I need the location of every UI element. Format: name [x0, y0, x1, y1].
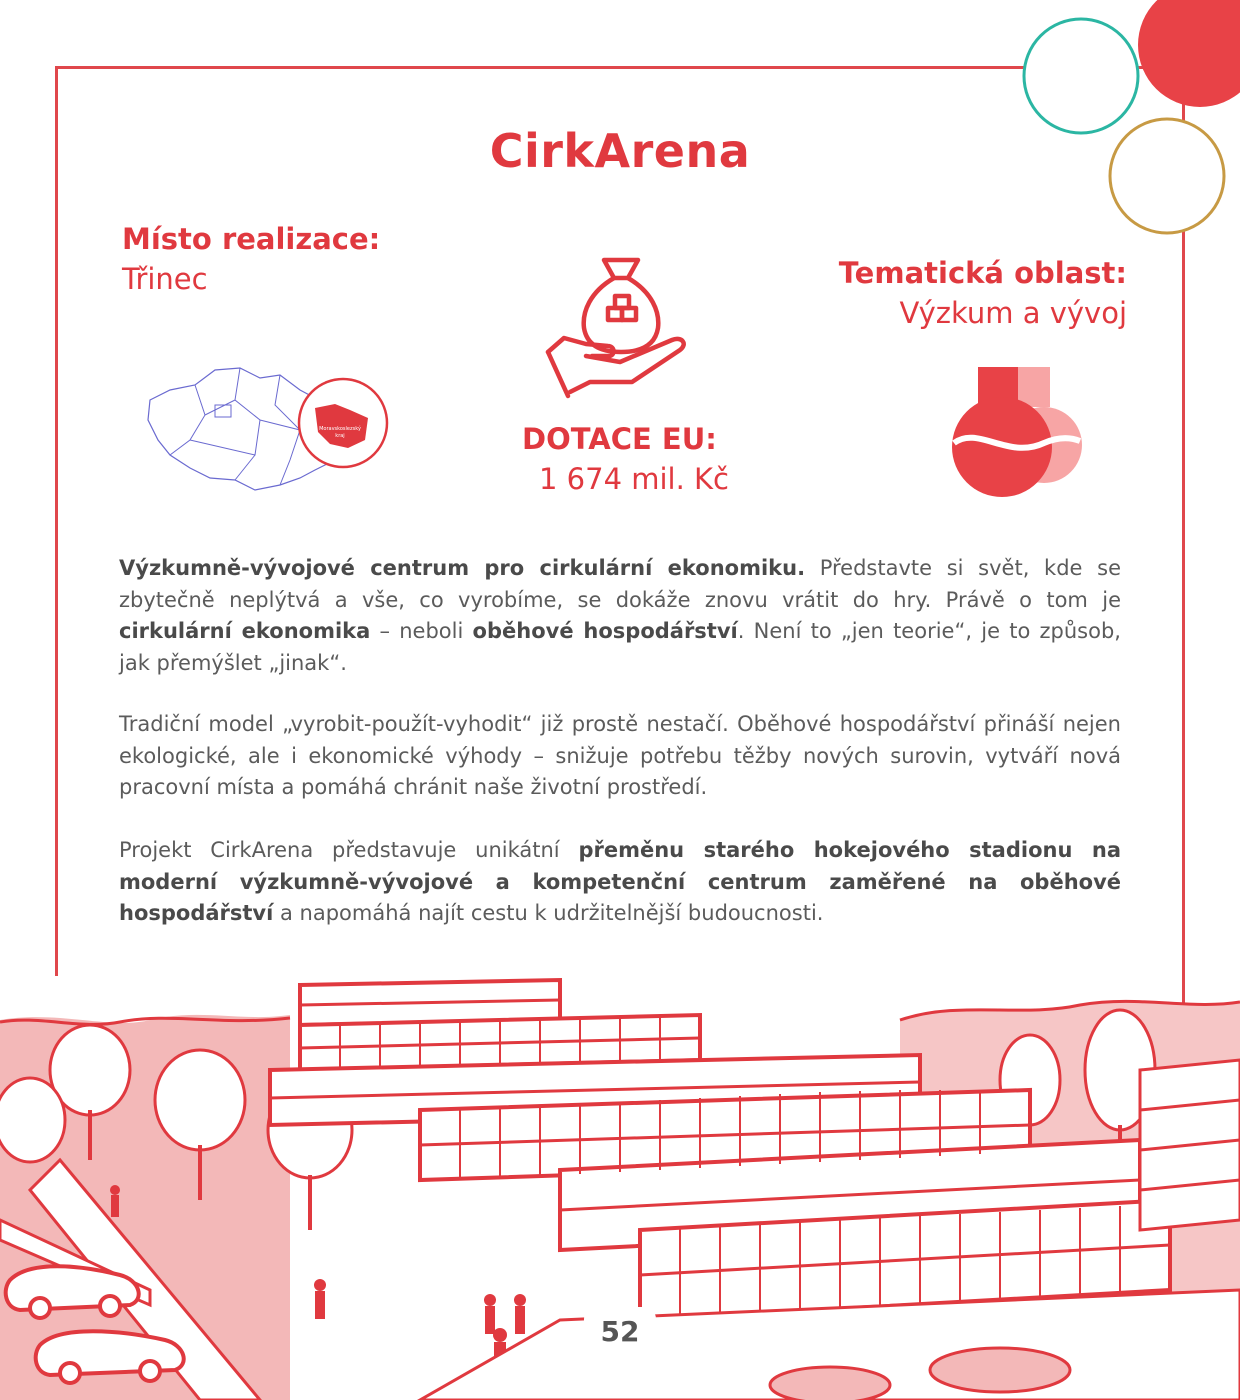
- frame-left-line: [55, 66, 58, 976]
- project-text-1: Projekt CirkArena představuje unikátní: [119, 838, 579, 862]
- czech-map-icon: [140, 360, 395, 500]
- intro-text-1: Představte si svět, kde se zbytečně neplýtvá a vše, co vyrobíme, se dokáže znovu vrátit do hry. Právě o tom je: [119, 556, 1121, 612]
- intro-text-3: . Není to „jen teorie“, je to způsob, jak přemýšlet „jinak“.: [119, 619, 1121, 675]
- paragraph-model: Tradiční model „vyrobit-použít-vyhodit“ již prostě nestačí. Oběhové hospodářství přináší nejen ekologické, ale i ekonomické výhody – snižuje potřebu těžby nových surovin, vytváří nová pracovní místa a pomáhá chránit naše životní prostředí.: [119, 712, 1121, 799]
- intro-term-2: oběhové hospodářství: [472, 619, 738, 643]
- funding-value: 1 674 mil. Kč: [539, 462, 730, 496]
- paragraph-intro: [119, 553, 1121, 679]
- topic-value: Výzkum a vývoj: [899, 296, 1127, 330]
- page-number: 52: [586, 1309, 654, 1355]
- decorative-circles: [1010, 0, 1240, 240]
- svg-text:kraj: kraj: [335, 433, 345, 439]
- project-text-2: a napomáhá najít cestu k udržitelnější budoucnosti.: [273, 901, 824, 925]
- intro-text-2: – neboli: [370, 619, 473, 643]
- topic-label: Tematická oblast:: [838, 256, 1127, 290]
- svg-text:Moravskoslezský: Moravskoslezský: [319, 426, 361, 432]
- project-highlight: přeměnu starého hokejového stadionu na moderní výzkumně-vývojové a kompetenční centrum zaměřené na oběhové hospodářství: [119, 838, 1121, 925]
- paragraph-project: [119, 835, 1121, 930]
- intro-heading: Výzkumně-vývojové centrum pro cirkulární ekonomiku.: [119, 556, 806, 580]
- funding-label: DOTACE EU:: [522, 422, 717, 456]
- flask-icon: [948, 365, 1088, 500]
- place-value: Třinec: [122, 262, 208, 296]
- intro-term-1: cirkulární ekonomika: [119, 619, 371, 643]
- money-bag-hand-icon: [542, 252, 697, 402]
- page-title: CirkArena: [489, 124, 751, 178]
- place-label: Místo realizace:: [122, 222, 381, 256]
